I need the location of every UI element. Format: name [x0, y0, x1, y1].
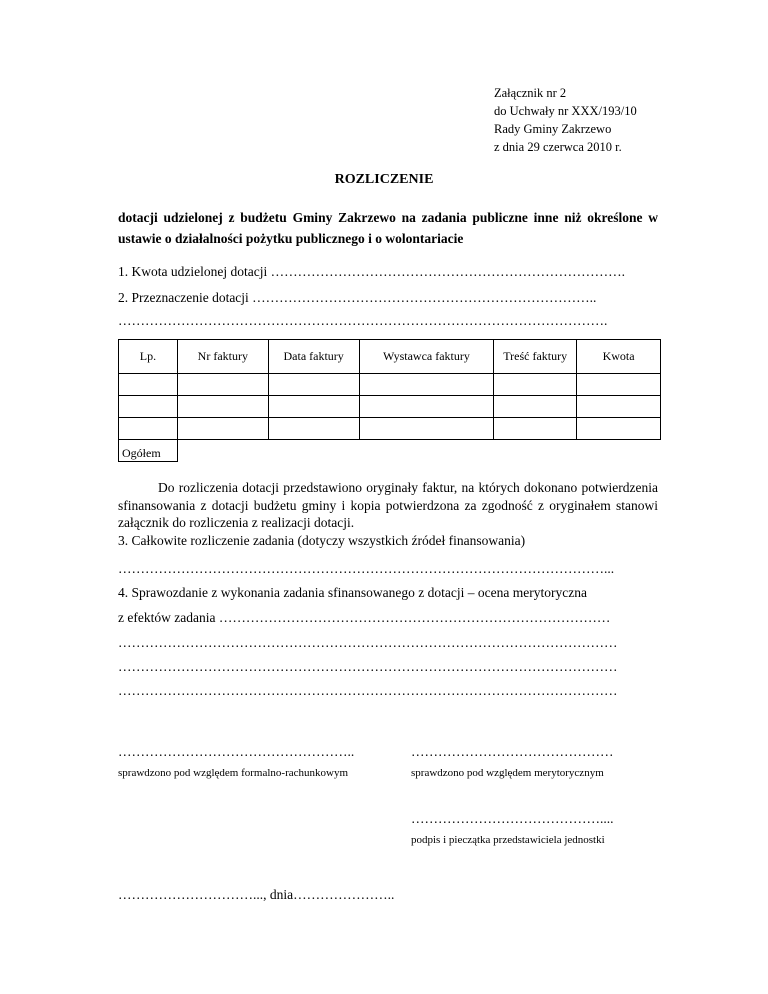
- item-2-continuation: ……………………………………………………………………………………………….: [118, 313, 608, 328]
- dotted-line: …………………………………………………………………………………………………: [118, 635, 618, 650]
- item-3-total-settlement: 3. Całkowite rozliczenie zadania (dotyczy wszystkich źródeł finansowania): [118, 532, 526, 548]
- table-row: [119, 396, 661, 418]
- item-2-grant-purpose: 2. Przeznaczenie dotacji …………………………………………………………………..: [118, 290, 597, 305]
- header-lp: Lp.: [119, 340, 178, 374]
- attachment-block: [494, 84, 637, 156]
- item-4-continuation: z efektów zadania ……………………………………………………………………………: [118, 610, 611, 625]
- table-cell: [119, 418, 178, 440]
- substantive-check-signature-line: ………………………………………: [411, 744, 614, 759]
- table-cell: [177, 440, 268, 462]
- attachment-council: Rady Gminy Zakrzewo: [494, 122, 612, 136]
- formal-check-signature-line: ……………………………………………..: [118, 744, 355, 759]
- table-cell: [577, 440, 661, 462]
- header-invoice-number: Nr faktury: [177, 340, 268, 374]
- formal-check-caption: sprawdzono pod względem formalno-rachunkowym: [118, 767, 349, 779]
- table-cell: [577, 418, 661, 440]
- table-cell: [494, 418, 577, 440]
- total-label: Ogółem: [119, 440, 178, 462]
- table-cell: [359, 374, 494, 396]
- header-invoice-issuer: Wystawca faktury: [359, 340, 494, 374]
- table-cell: [359, 396, 494, 418]
- dotted-line: …………………………………………………………………………………………………: [118, 683, 618, 698]
- table-cell: [577, 396, 661, 418]
- header-invoice-date: Data faktury: [268, 340, 359, 374]
- item-1-grant-amount: 1. Kwota udzielonej dotacji …………………………………………………………………….: [118, 264, 625, 279]
- invoice-statement: Do rozliczenia dotacji przedstawiono oryginały faktur, na których dokonano potwierdzenia sfinansowania z dotacji budżetu gminy i kopia potwierdzona za zgodność z oryginałem stanowi załącznik do rozliczenia z realizacji dotacji.: [118, 480, 658, 530]
- header-amount: Kwota: [577, 340, 661, 374]
- table-cell: [177, 418, 268, 440]
- attachment-resolution: do Uchwały nr XXX/193/10: [494, 104, 637, 118]
- settlement-section: [118, 479, 658, 549]
- invoice-table: [118, 339, 661, 462]
- document-subtitle: dotacji udzielonej z budżetu Gminy Zakrzewo na zadania publiczne inne niż określone w ustawie o działalności pożytku publicznego i o wolontariacie: [118, 210, 658, 246]
- table-row: [119, 418, 661, 440]
- table-cell: [359, 440, 494, 462]
- table-cell: [119, 396, 178, 418]
- representative-signature-line: ……………………………………....: [411, 811, 614, 826]
- table-cell: [177, 396, 268, 418]
- table-total-row: [119, 440, 661, 462]
- header-invoice-content: Treść faktury: [494, 340, 577, 374]
- substantive-check-caption: sprawdzono pod względem merytorycznym: [411, 767, 604, 779]
- item-3-dots: ………………………………………………………………………………………………...: [118, 561, 615, 576]
- representative-caption: podpis i pieczątka przedstawiciela jednostki: [411, 834, 605, 846]
- attachment-date: z dnia 29 czerwca 2010 r.: [494, 140, 622, 154]
- table-cell: [268, 374, 359, 396]
- table-cell: [268, 418, 359, 440]
- table-cell: [494, 396, 577, 418]
- table-cell: [177, 374, 268, 396]
- dotted-line: …………………………………………………………………………………………………: [118, 659, 618, 674]
- table-cell: [119, 374, 178, 396]
- table-cell: [268, 440, 359, 462]
- table-cell: [577, 374, 661, 396]
- table-cell: [494, 374, 577, 396]
- attachment-number: Załącznik nr 2: [494, 86, 567, 100]
- document-title: ROZLICZENIE: [334, 172, 434, 187]
- table-cell: [268, 396, 359, 418]
- table-cell: [494, 440, 577, 462]
- table-row: [119, 374, 661, 396]
- place-date-line: …………………………..., dnia…………………..: [118, 887, 395, 902]
- table-header-row: [119, 340, 661, 374]
- table-cell: [359, 418, 494, 440]
- item-4-report: 4. Sprawozdanie z wykonania zadania sfinansowanego z dotacji – ocena merytoryczna: [118, 585, 587, 600]
